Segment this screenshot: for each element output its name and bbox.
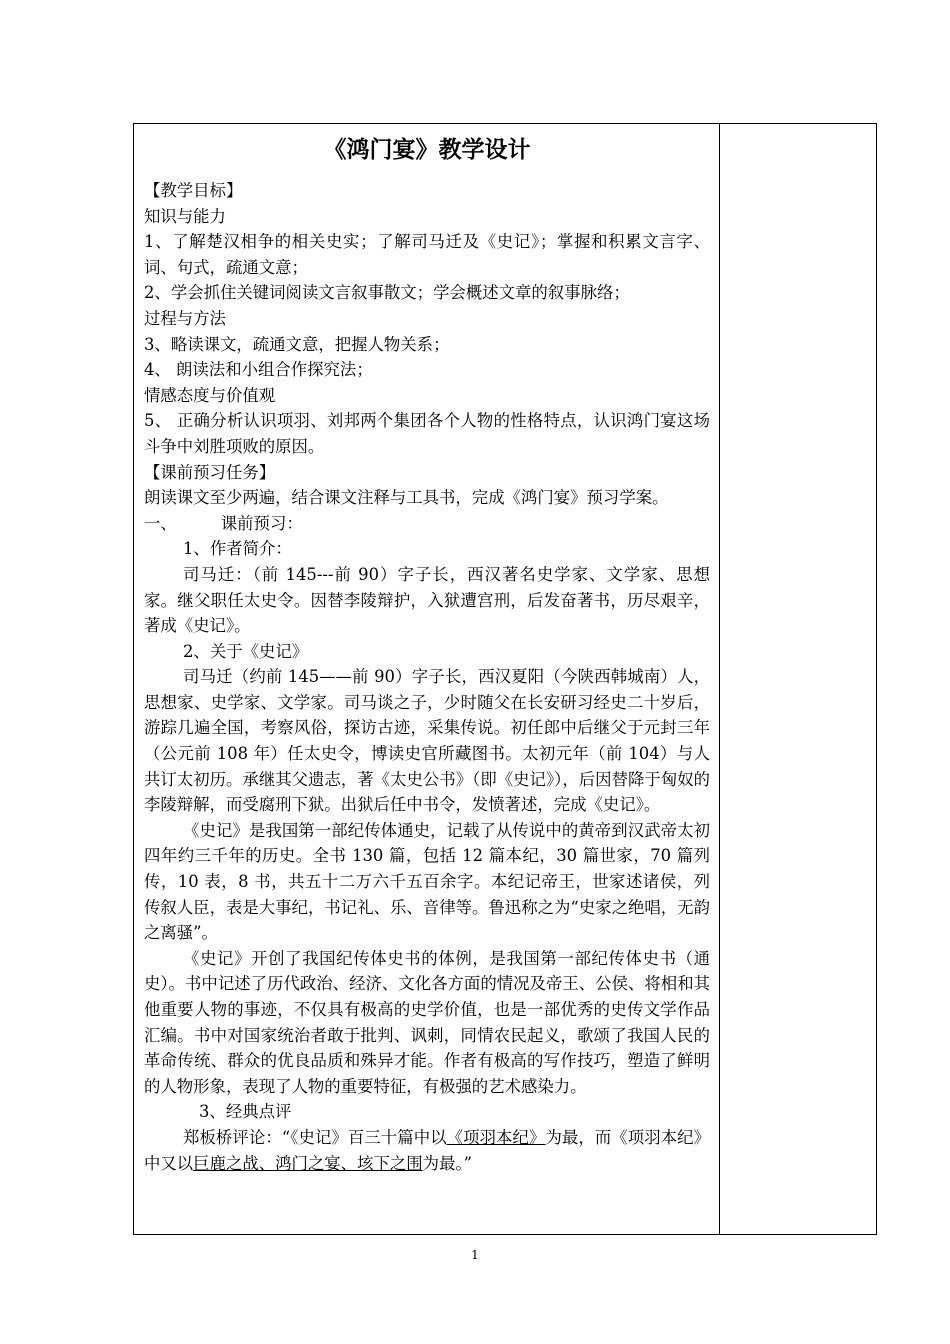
- section-1-heading: [144, 511, 710, 537]
- quote-underline-2: 巨鹿之战、鸿门之宴、垓下之围: [193, 1153, 423, 1173]
- section-1-title: 课前预习：: [220, 513, 303, 533]
- quote-underline-1: 《项羽本纪》: [446, 1127, 546, 1147]
- emotion-heading: 情感态度与价值观: [144, 385, 276, 405]
- column-divider: [719, 124, 720, 1234]
- shiji-paragraph-1: 司马迁（约前 145——前 90）字子长，西汉夏阳（今陕西韩城南）人，思想家、史学家、文学家。司马谈之子，少时随父在长安研习经史二十岁后，游踪几遍全国，考察风俗，探访古迹，采集传说。初任郎中后继父于元封三年（公元前 108 年）任太史令，博读史官所藏图书。太初元年（前 104）与人共订太初历。承继其父遗志，著《太史公书》（即《史记》），后因替降于匈奴的李陵辩解，而受腐刑下狱。出狱后任中书令，发愤著述，完成《史记》。: [144, 667, 710, 815]
- goal-4: 4、 朗读法和小组合作探究法；: [144, 360, 373, 380]
- process-heading: 过程与方法: [144, 308, 226, 328]
- zheng-banqiao-quote: [144, 1125, 710, 1176]
- shiji-paragraph-3: 《史记》开创了我国纪传体史书的体例，是我国第一部纪传体史书（通史）。书中记述了历代政治、经济、文化各方面的情况及帝王、公侯、将相和其他重要人物的事迹，不仅具有极高的史学价值，也是一部优秀的史传文学作品汇编。书中对国家统治者敢于批判、讽刺，同情农民起义，歌颂了我国人民的革命传统、群众的优良品质和殊异才能。作者有极高的写作技巧，塑造了鲜明的人物形象，表现了人物的重要特征，有极强的艺术感染力。: [144, 948, 710, 1096]
- preview-heading: 【课前预习任务】: [144, 462, 276, 482]
- page-title: 《鸿门宴》教学设计: [323, 137, 531, 163]
- goals-heading: 【教学目标】: [144, 181, 243, 200]
- page-number: 1: [471, 1248, 479, 1262]
- goal-2: 2、学会抓住关键词阅读文言叙事散文；学会概述文章的叙事脉络；: [144, 283, 630, 303]
- goal-5: 5、 正确分析认识项羽、刘邦两个集团各个人物的性格特点，认识鸿门宴这场斗争中刘胜项败的原因。: [144, 411, 710, 456]
- sub-heading-author: 1、作者简介：: [183, 539, 292, 559]
- knowledge-heading: 知识与能力: [144, 206, 226, 226]
- quote-part-b: 为最，而《项羽本纪》中又以: [144, 1127, 711, 1173]
- section-1-number: 一、: [144, 513, 177, 533]
- sub-heading-review: 3、经典点评: [199, 1102, 292, 1122]
- sub-heading-shiji: 2、关于《史记》: [183, 641, 309, 661]
- goal-1: 1、了解楚汉相争的相关史实；了解司马迁及《史记》；掌握和积累文言字、词、句式，疏通文意；: [144, 232, 710, 277]
- author-intro: 司马迁：（前 145---前 90）字子长，西汉著名史学家、文学家、思想家。继父职任太史令。因替李陵辩护，入狱遭宫刑，后发奋著书，历尽艰辛，著成《史记》。: [144, 564, 710, 636]
- preview-task: 朗读课文至少两遍，结合课文注释与工具书，完成《鸿门宴》预习学案。: [144, 488, 669, 508]
- main-content: [144, 130, 710, 1176]
- shiji-paragraph-2: 《史记》是我国第一部纪传体通史，记载了从传说中的黄帝到汉武帝太初四年约三千年的历史。全书 130 篇，包括 12 篇本纪，30 篇世家，70 篇列传，10 表，8 书，共五十二万六千五百余字。本纪记帝王，世家述诸侯，列传叙人臣，表是大事纪，书记礼、乐、音律等。鲁迅称之为“史家之绝唱，无韵之离骚”。: [144, 820, 710, 943]
- quote-part-c: 为最。”: [422, 1153, 472, 1173]
- quote-part-a: 郑板桥评论：“《史记》百三十篇中以: [183, 1127, 447, 1147]
- goal-3: 3、略读课文，疏通文意，把握人物关系；: [144, 334, 450, 354]
